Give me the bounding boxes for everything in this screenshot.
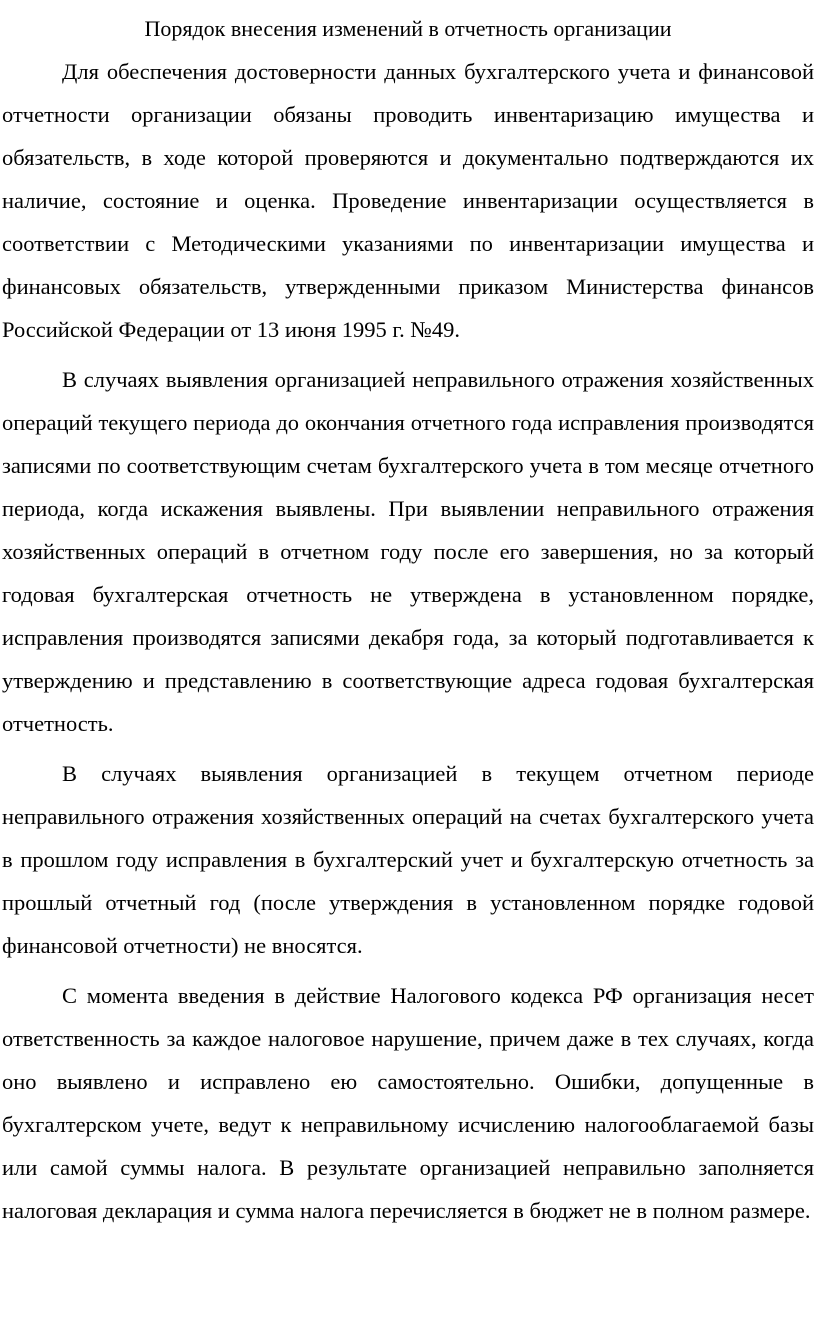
paragraph-inventory: Для обеспечения достоверности данных бухгалтерского учета и финансовой отчетности организации обязаны проводить инвентаризацию имущества и обязательств, в ходе которой проверяются и документально подтверждаются их наличие, состояние и оценка. Проведение инвентаризации осуществляется в соответствии с Методическими указаниями по инвентаризации имущества и финансовых обязательств, утвержденными приказом Министерства финансов Российской Федерации от 13 июня 1995 г. №49. xyxy=(2,59,814,342)
document-title: Порядок внесения изменений в отчетность организации xyxy=(144,16,672,41)
paragraph-current-period-corrections: В случаях выявления организацией неправильного отражения хозяйственных операций текущего периода до окончания отчетного года исправления производятся записями по соответствующим счетам бухгалтерского учета в том месяце отчетного периода, когда искажения выявлены. При выявлении неправильного отражения хозяйственных операций в отчетном году после его завершения, но за который годовая бухгалтерская отчетность не утверждена в установленном порядке, исправления производятся записями декабря года, за который подготавливается к утверждению и представлению в соответствующие адреса годовая бухгалтерская отчетность. xyxy=(2,367,814,736)
paragraph-tax-liability: С момента введения в действие Налогового кодекса РФ организация несет ответственность за каждое налоговое нарушение, причем даже в тех случаях, когда оно выявлено и исправлено ею самостоятельно. Ошибки, допущенные в бухгалтерском учете, ведут к неправильному исчислению налогооблагаемой базы или самой суммы налога. В результате организацией неправильно заполняется налоговая декларация и сумма налога перечисляется в бюджет не в полном размере. xyxy=(2,983,814,1223)
paragraph-prior-year-corrections: В случаях выявления организацией в текущем отчетном периоде неправильного отражения хозяйственных операций на счетах бухгалтерского учета в прошлом году исправления в бухгалтерский учет и бухгалтерскую отчетность за прошлый отчетный год (после утверждения в установленном порядке годовой финансовой отчетности) не вносятся. xyxy=(2,761,814,958)
